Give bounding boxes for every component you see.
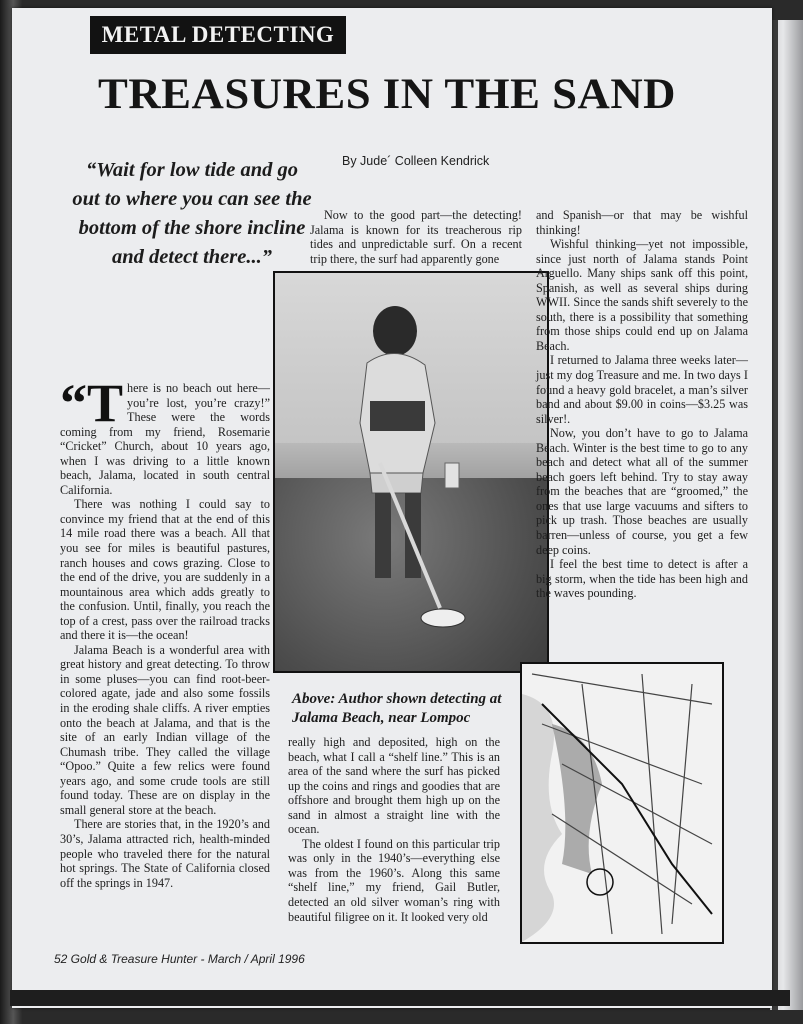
paragraph: The oldest I found on this particular trip was only in the 1940’s—everything else was from the 1960’s. Along this same “shelf line,” my friend, Gail Butler, detected an old silver woman’s ring with beautiful filigree on it. It looked very old [288,836,500,924]
drop-cap: “T [60,373,124,433]
paragraph: Jalama Beach is a wonderful area with great history and great detecting. To throw in some pluses—you can find root-beer-colored agate, jade and also some fossils in the eroding shale cliffs. A river empties onto the beach at Jalama, and that is the site of an early Indian village of the Chumash tribe. They called the village “Opoo.” Quite a few relics were found years ago, and some crude tools are still found today. These are on display in the small general store at the beach. [60,642,270,817]
paragraph: There are stories that, in the 1920’s and 30’s, Jalama attracted rich, health-minded people who traveled there for the natural hot springs. The State of California closed off the springs in 1947. [60,817,270,890]
photo-caption: Above: Author shown detecting at Jalama Beach, near Lompoc [292,691,502,726]
column-3 [536,208,748,601]
person-detecting-icon [275,273,547,671]
paragraph: really high and deposited, high on the beach, what I call a “shelf line.” This is an area of the sand where the surf has picked up the coins and rings and goodies that are offshore and brought them high up on the sand in almost a straight line with the ocean. [288,735,500,837]
bottom-shadow [10,990,790,1006]
paragraph: There was nothing I could say to convince my friend that at the end of this 14 mile road there was a beach. All that you see for miles is beautiful pastures, ranch houses and cows grazing. Close to the end of the drive, you are suddenly in a mountainous area which adds greatly to the confusion. Until, finally, you reach the top of a crest, pass over the railroad tracks and there it is—the ocean! [60,497,270,643]
area-map [520,662,724,944]
paragraph: I returned to Jalama three weeks later—just my dog Treasure and me. In two days I found a heavy gold bracelet, a man’s silver band and about $9.00 in coins—$3.25 was silver!. [536,353,748,426]
headline: TREASURES IN THE SAND [98,71,676,118]
paragraph: Now, you don’t have to go to Jalama Beach. Winter is the best time to go to any beach and detect what all of the summer beach goers left behind. Try to stay away from the beaches that are “groomed,” the ones that use large vacuums and sifters to pick up trash. Those beaches are usually barren—unless of course, you get a few deep coins. [536,426,748,557]
pull-quote: “Wait for low tide and go out to where you can see the bottom of the shore incline and detect there...” [72,159,312,268]
paragraph: Wishful thinking—yet not impossible, since just north of Jalama stands Point Arguello. Many ships sank off this point, Spanish, as well as several ships during WWII. Since the sands shift severely to the south, there is a possibility that something from those ships could end up on Jalama Beach. [536,237,748,353]
paragraph: and Spanish—or that may be wishful thinking! [536,208,748,237]
column-1 [60,373,270,890]
beach-photo [273,271,549,673]
byline: By Jude´ Colleen Kendrick [342,154,490,168]
paragraph: Now to the good part—the detecting! Jalama is known for its treacherous rip tides and unpredictable surf. On a recent trip there, the surf had apparently gone [310,208,522,266]
page-footer: 52 Gold & Treasure Hunter - March / April 1996 [54,952,305,966]
column-2-bottom [288,735,500,924]
paragraph: I feel the best time to detect is after a big storm, when the tide has been high and the waves pounding. [536,557,748,601]
paragraph: “There is no beach out here—you’re lost, you’re crazy!” These were the words coming from my friend, Rosemarie “Cricket” Church, about 10 years ago, when I was driving to a little known beach, Jalama, located in south central California. [60,373,270,497]
page-edge [770,20,803,1010]
magazine-page [12,8,772,1008]
column-2-top [310,208,522,266]
road-map-icon [522,664,722,942]
section-label: METAL DETECTING [90,16,346,54]
